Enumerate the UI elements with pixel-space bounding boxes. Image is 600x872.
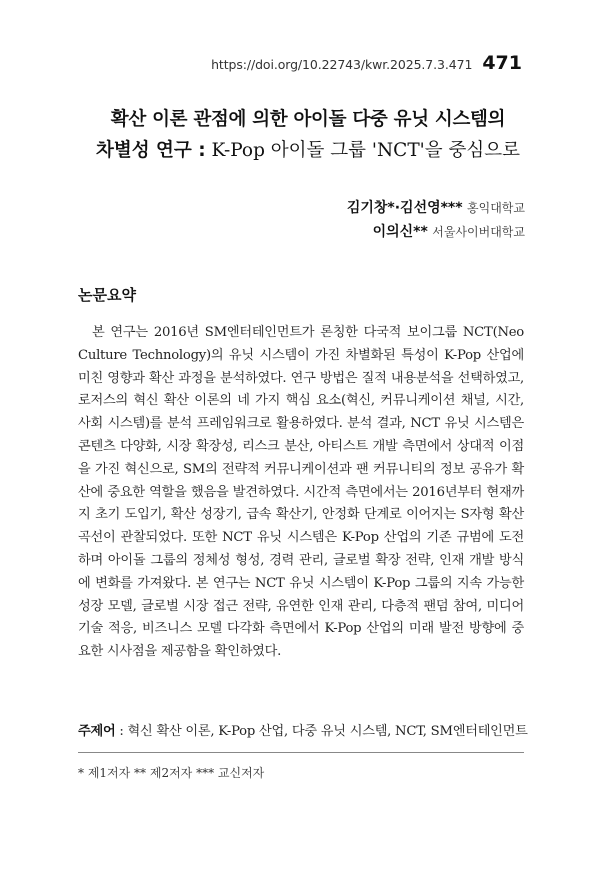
title-line-2-bold: 차별성 연구 : [95,140,206,161]
author-list [347,196,525,244]
title-line-1: 확산 이론 관점에 의한 아이돌 다중 유닛 시스템의 [110,109,506,130]
keywords-line [78,720,538,739]
footnote-divider [78,752,524,753]
author-names: 김기창*·김선영*** [346,200,463,216]
author-names: 이의신** [372,224,428,240]
title-line-2-regular: K-Pop 아이돌 그룹 'NCT'을 중심으로 [205,140,520,161]
title-line-2 [78,135,538,166]
keywords-separator: : [115,724,128,739]
author-affiliation: 홍익대학교 [467,201,525,215]
author-line-2 [347,220,525,244]
abstract-heading: 논문요약 [78,286,136,304]
author-line-1 [347,196,525,220]
page-header [211,52,522,74]
page-number: 471 [482,52,522,74]
paper-title [78,104,538,166]
author-affiliation: 서울사이버대학교 [432,225,525,239]
footnote: * 제1저자 ** 제2저자 *** 교신저자 [78,766,265,780]
abstract-body: 본 연구는 2016년 SM엔터테인먼트가 론칭한 다국적 보이그룹 NCT(Neo Culture Technology)의 유닛 시스템이 가진 차별화된 특성이 K-Pop 산업에 미친 영향과 확산 과정을 분석하였다. 연구 방법은 질적 내용분석을 선택하였고, 로저스의 혁신 확산 이론의 네 가지 핵심 요소(혁신, 커뮤니케이션 채널, 시간, 사회 시스템)를 분석 프레임워크로 활용하였다. 분석 결과, NCT 유닛 시스템은 콘텐츠 다양화, 시장 확장성, 리스크 분산, 아티스트 개발 측면에서 상대적 이점을 가진 혁신으로, SM의 전략적 커뮤니케이션과 팬 커뮤니티의 정보 공유가 확산에 중요한 역할을 했음을 발견하였다. 시간적 측면에서는 2016년부터 현재까지 초기 도입기, 확산 성장기, 급속 확산기, 안정화 단계로 이어지는 S자형 확산 곡선이 관찰되었다. 또한 NCT 유닛 시스템은 K-Pop 산업의 기존 규범에 도전하며 아이돌 그룹의 정체성 형성, 경력 관리, 글로벌 확장 전략, 인재 개발 방식에 변화를 가져왔다. 본 연구는 NCT 유닛 시스템이 K-Pop 그룹의 지속 가능한 성장 모델, 글로벌 시장 접근 전략, 유연한 인재 관리, 다층적 팬덤 참여, 미디어 기술 적응, 비즈니스 모델 다각화 측면에서 K-Pop 산업의 미래 발전 방향에 중요한 시사점을 제공함을 확인하였다. [78,325,524,660]
keywords-label: 주제어 [78,724,116,739]
doi-link[interactable]: https://doi.org/10.22743/kwr.2025.7.3.471 [211,57,473,72]
keywords-text: 혁신 확산 이론, K-Pop 산업, 다중 유닛 시스템, NCT, SM엔터테인먼트 [127,724,528,739]
